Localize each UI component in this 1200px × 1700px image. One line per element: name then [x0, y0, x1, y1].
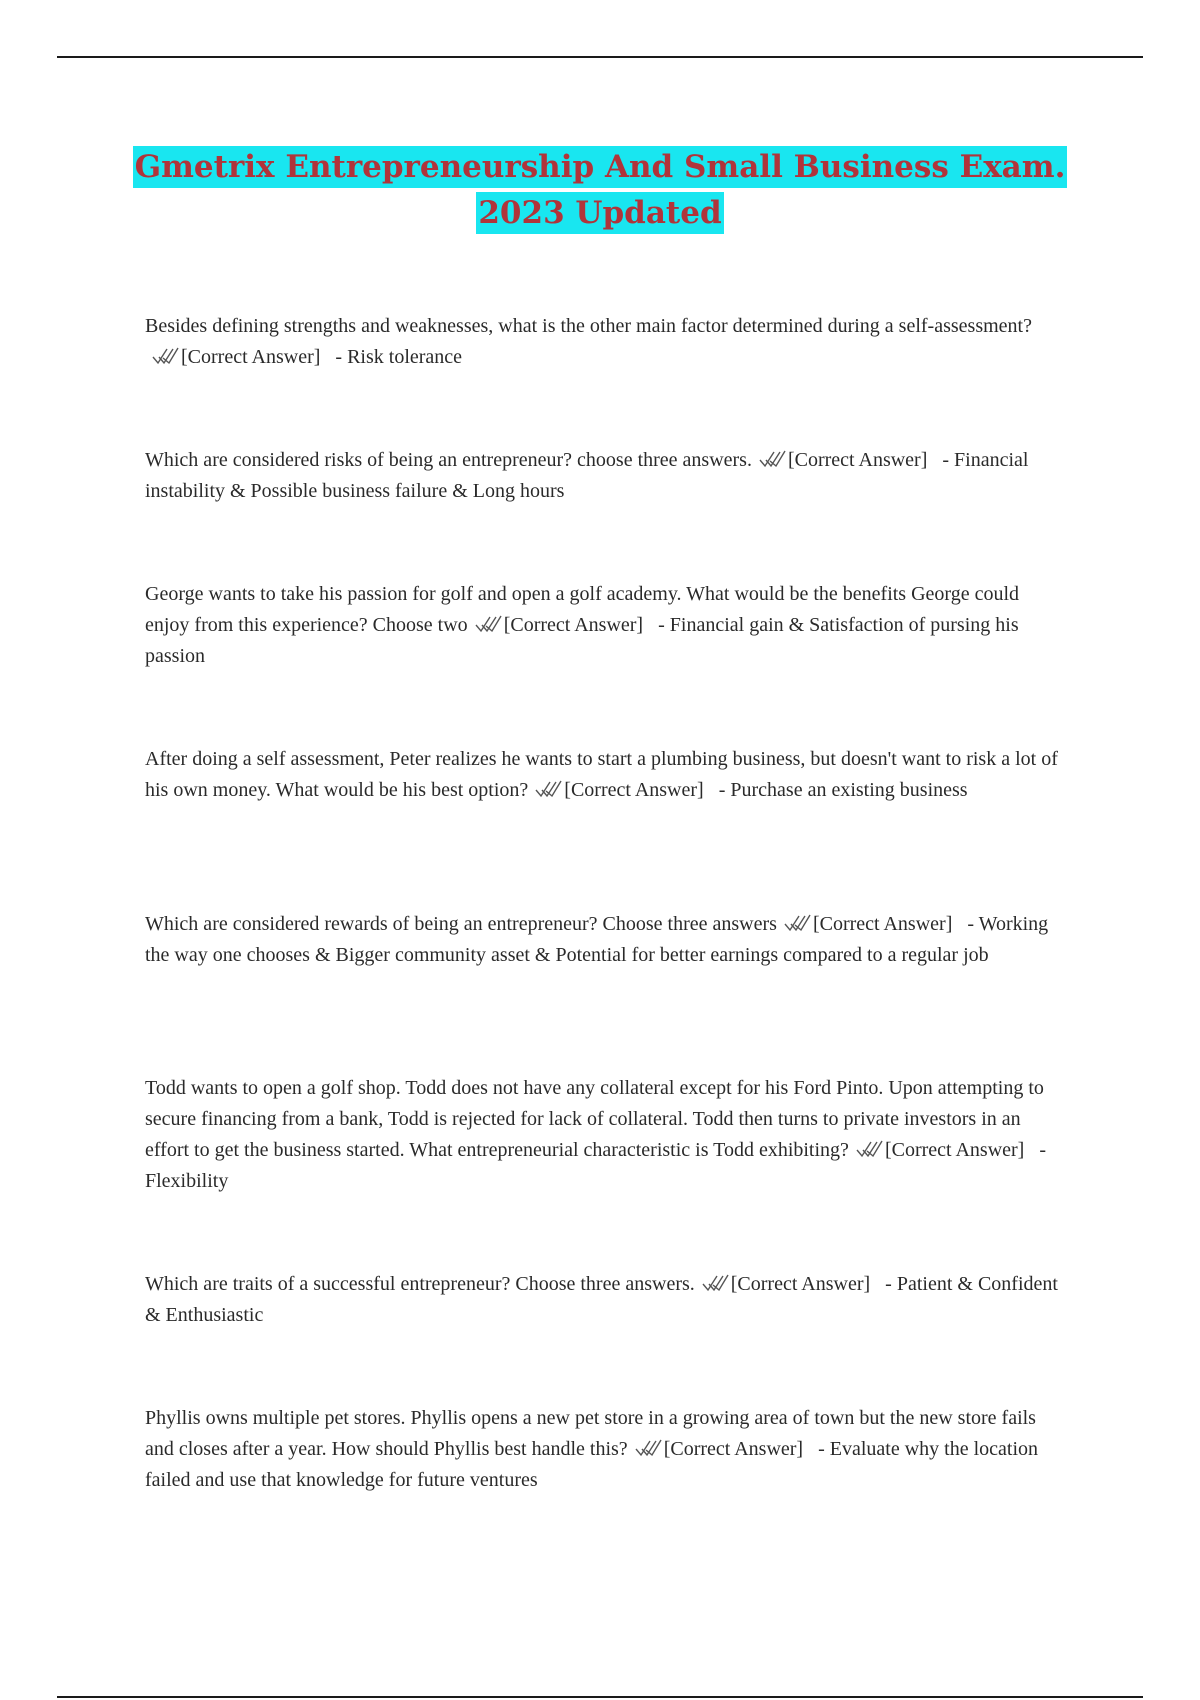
answer-text: Patient & Confident & Enthusiastic	[145, 1273, 1058, 1326]
question-text: Which are considered risks of being an entrepreneur? choose three answers.	[145, 449, 752, 471]
double-check-icon	[757, 449, 787, 469]
correct-answer-label: [Correct Answer]	[812, 913, 953, 935]
answer-text: Risk tolerance	[347, 346, 463, 368]
question-text: Which are traits of a successful entrepreneur? Choose three answers.	[145, 1273, 695, 1295]
bottom-rule	[57, 1696, 1143, 1698]
question-text: Which are considered rewards of being an entrepreneur? Choose three answers	[145, 913, 777, 935]
double-check-icon	[854, 1139, 884, 1159]
double-check-icon	[473, 614, 503, 634]
double-check-icon	[633, 1438, 663, 1458]
qa-item: Which are traits of a successful entrepreneur? Choose three answers. [Correct Answer] - Patient & Confident & Enthusiastic	[145, 1273, 1058, 1326]
answer-text: Evaluate why the location failed and use that knowledge for future ventures	[145, 1438, 1039, 1491]
question-text: Todd wants to open a golf shop. Todd does not have any collateral except for his Ford Pinto. Upon attempting to secure financing from a bank, Todd is rejected for lack of collateral. Todd then turns to private investors in an effort to get the business started. What entrepreneurial characteristic is Todd exhibiting?	[145, 1077, 1044, 1161]
answer-text: Flexibility	[145, 1170, 229, 1192]
correct-answer-label: [Correct Answer]	[663, 1438, 804, 1460]
qa-item: Besides defining strengths and weaknesses, what is the other main factor determined during a self-assessment? [Correct Answer] - Risk tolerance	[145, 315, 1032, 368]
qa-item: Phyllis owns multiple pet stores. Phyllis opens a new pet store in a growing area of town but the new store fails and closes after a year. How should Phyllis best handle this? [Correct Answer] - Evaluate why the location failed and use that knowledge for future ventures	[145, 1407, 1039, 1491]
double-check-icon	[782, 913, 812, 933]
qa-item: Which are considered risks of being an entrepreneur? choose three answers. [Correct Answer] - Financial instability & Possible business failure & Long hours	[145, 449, 1029, 502]
answer-text: Purchase an existing business	[730, 779, 968, 801]
question-text: After doing a self assessment, Peter realizes he wants to start a plumbing business, but doesn't want to risk a lot of his own money. What would be his best option?	[145, 748, 1058, 801]
answer-text: Working the way one chooses & Bigger community asset & Potential for better earnings compared to a regular job	[145, 913, 1049, 966]
qa-item: Which are considered rewards of being an entrepreneur? Choose three answers [Correct Answer] - Working the way one chooses & Bigger community asset & Potential for better earnings compared to a regular job	[145, 913, 1049, 966]
title-line-1: Gmetrix Entrepreneurship And Small Business Exam.	[133, 146, 1068, 188]
correct-answer-label: [Correct Answer]	[564, 779, 704, 801]
double-check-icon	[700, 1273, 730, 1293]
correct-answer-label: [Correct Answer]	[787, 449, 928, 471]
correct-answer-label: [Correct Answer]	[503, 614, 644, 636]
title-line-2: 2023 Updated	[476, 192, 723, 234]
qa-item: After doing a self assessment, Peter realizes he wants to start a plumbing business, but doesn't want to risk a lot of his own money. What would be his best option? [Correct Answer] - Purchase an existing business	[145, 748, 1058, 801]
question-text: Phyllis owns multiple pet stores. Phyllis opens a new pet store in a growing area of town but the new store fails and closes after a year. How should Phyllis best handle this?	[145, 1407, 1036, 1460]
question-text: George wants to take his passion for golf and open a golf academy. What would be the benefits George could enjoy from this experience? Choose two	[145, 583, 1020, 636]
double-check-icon	[150, 346, 180, 366]
document-title	[0, 146, 1200, 238]
top-rule	[57, 56, 1143, 58]
qa-item: George wants to take his passion for golf and open a golf academy. What would be the benefits George could enjoy from this experience? Choose two [Correct Answer] - Financial gain & Satisfaction of pursing his passion	[145, 583, 1020, 667]
question-text: Besides defining strengths and weaknesses, what is the other main factor determined during a self-assessment?	[145, 315, 1032, 337]
correct-answer-label: [Correct Answer]	[181, 346, 321, 368]
correct-answer-label: [Correct Answer]	[730, 1273, 871, 1295]
double-check-icon	[533, 779, 563, 799]
qa-item: Todd wants to open a golf shop. Todd does not have any collateral except for his Ford Pinto. Upon attempting to secure financing from a bank, Todd is rejected for lack of collateral. Todd then turns to private investors in an effort to get the business started. What entrepreneurial characteristic is Todd exhibiting? [Correct Answer] - Flexibility	[145, 1077, 1047, 1192]
correct-answer-label: [Correct Answer]	[884, 1139, 1025, 1161]
answer-text: Financial instability & Possible business failure & Long hours	[145, 449, 1029, 502]
answer-text: Financial gain & Satisfaction of pursing his passion	[145, 614, 1019, 667]
